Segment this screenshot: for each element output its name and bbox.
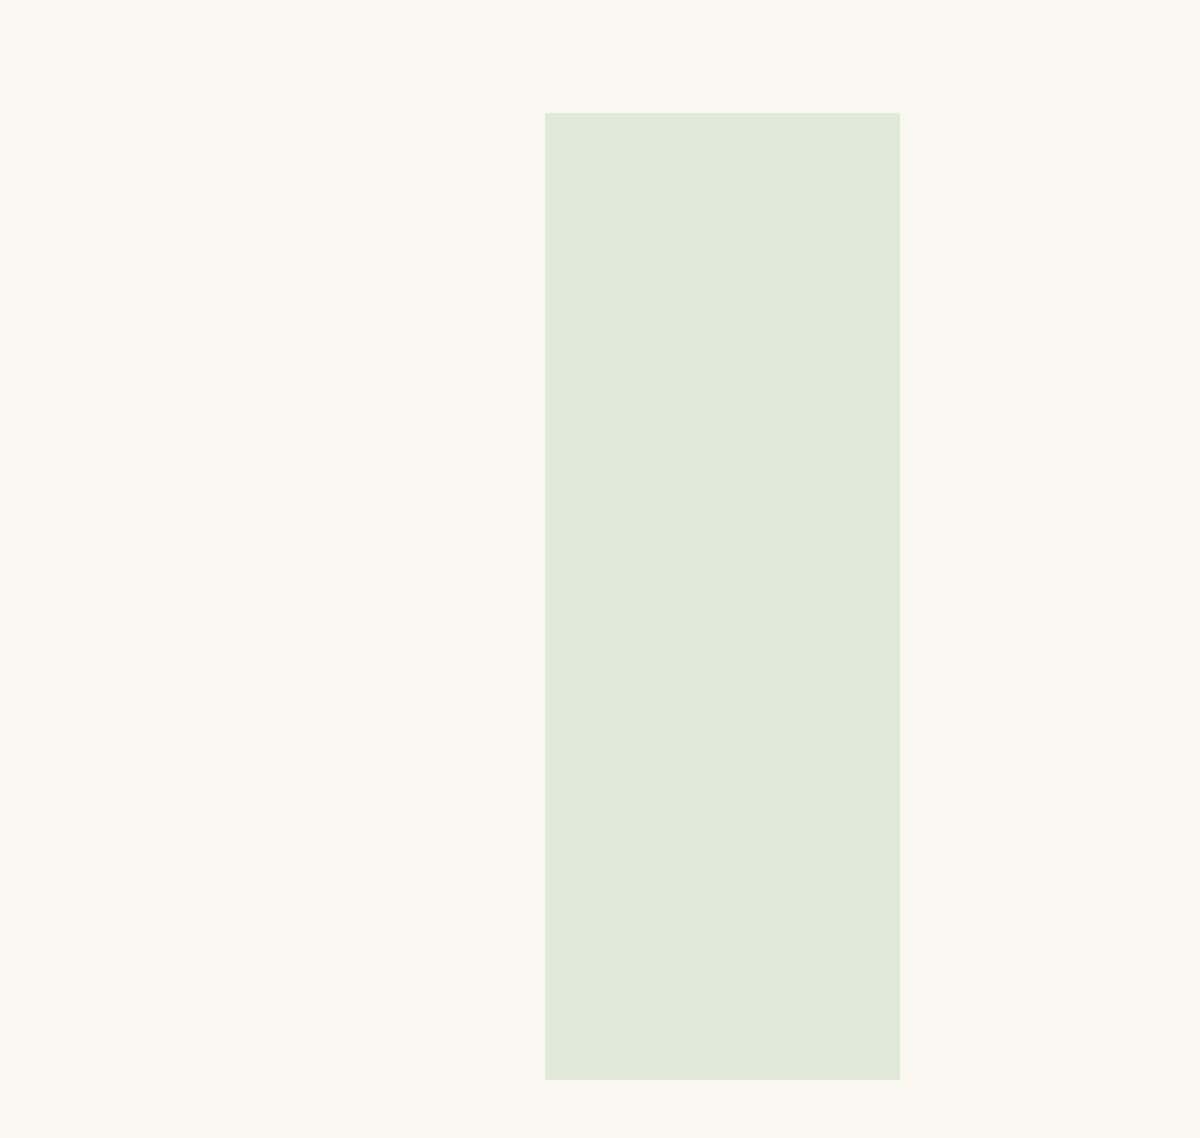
legend-ticks bbox=[958, 68, 1150, 98]
legend-color-bar bbox=[958, 42, 1150, 68]
calendar-table bbox=[94, 113, 1160, 1080]
gregorian-month-strip bbox=[60, 113, 94, 1080]
weather-column-bg bbox=[545, 113, 900, 1080]
temperature-legend bbox=[958, 28, 1150, 98]
legend-title bbox=[958, 28, 1150, 42]
